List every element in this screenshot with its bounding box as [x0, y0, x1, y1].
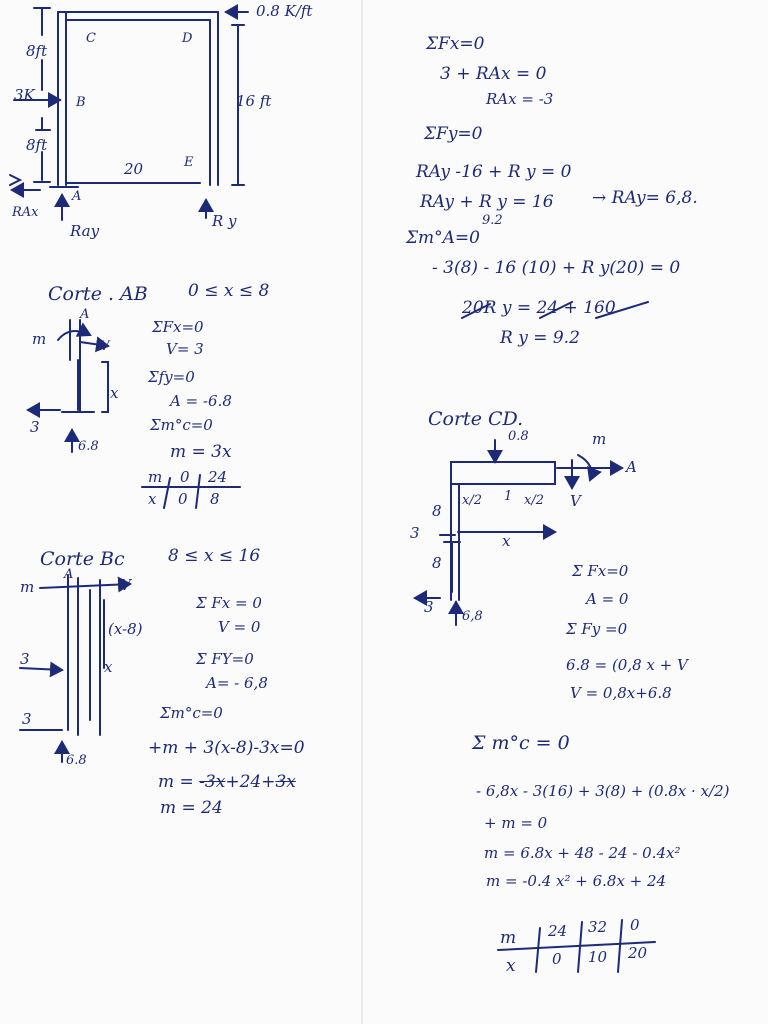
- load-label: 0.8 K/ft: [256, 2, 313, 20]
- cut-ab-eq2: V= 3: [166, 340, 204, 358]
- span-height-label: 16 ft: [236, 92, 272, 110]
- cut-cd-eq1: Σ Fx=0: [572, 562, 629, 580]
- cut-bc-eq7-mid: +24+: [225, 772, 276, 792]
- cut-ab-range: 0 ≤ x ≤ 8: [188, 281, 270, 301]
- cut-cd-table-m: m: [500, 928, 517, 948]
- cut-cd-title: Corte CD.: [428, 408, 524, 430]
- cut-ab-title: Corte . AB: [48, 283, 148, 305]
- cut-cd-table-xv2: 10: [588, 948, 608, 966]
- cut-cd-load: 0.8: [508, 429, 529, 444]
- height-label-1: 8ft: [26, 42, 48, 60]
- height-label-2: 8ft: [26, 136, 48, 154]
- rax-label: RAx: [12, 205, 39, 220]
- cut-cd-table-mv1: 24: [548, 922, 568, 940]
- cut-cd-8b: 8: [432, 554, 442, 572]
- cut-cd-x: x: [502, 532, 511, 550]
- cut-ab-x: x: [110, 384, 119, 402]
- cut-ab-v: V: [100, 339, 110, 354]
- cut-bc-dim: (x-8): [108, 620, 143, 638]
- cut-cd-half2: x/2: [524, 493, 544, 508]
- node-a-label: A: [72, 189, 82, 204]
- cut-bc-eq7: [158, 774, 296, 791]
- cut-bc-eq1: Σ Fx = 0: [196, 594, 262, 612]
- cut-bc-eq7-prefix: m =: [158, 772, 200, 792]
- cut-cd-table-mv3: 0: [630, 916, 640, 934]
- cut-cd-8a: 8: [432, 502, 442, 520]
- eq-fy: ΣFy=0: [424, 124, 483, 144]
- cut-cd-eq10: m = -0.4 x² + 6.8x + 24: [486, 872, 667, 890]
- eq-ma3-ry: R y =: [483, 298, 537, 318]
- cut-ab-eq4: A = -6.8: [170, 392, 232, 410]
- cut-bc-a: A: [64, 567, 74, 582]
- cut-ab-table-mv2: 24: [208, 468, 228, 486]
- cut-ab-eq3: Σfy=0: [148, 368, 195, 386]
- cut-ab-table-x: x: [148, 490, 157, 508]
- cut-bc-eq7-strike1: -3x: [199, 772, 226, 792]
- cut-bc-reaction: 6.8: [66, 753, 87, 768]
- eq-ma: Σm°A=0: [406, 228, 480, 248]
- ray-label: Ray: [70, 222, 100, 240]
- cut-cd-v: V: [570, 492, 581, 510]
- cut-ab-table-xv1: 0: [178, 490, 188, 508]
- eq-ma2: - 3(8) - 16 (10) + R y(20) = 0: [432, 258, 681, 278]
- ry-label: R y: [212, 212, 237, 230]
- cut-ab-table-xv2: 8: [210, 490, 220, 508]
- cut-bc-eq2: V = 0: [218, 618, 261, 636]
- eq-fy3-result: → RAy= 6,8.: [592, 188, 698, 208]
- cut-cd-table-xv3: 20: [628, 944, 648, 962]
- cut-cd-eq8: + m = 0: [484, 814, 548, 832]
- eq-ma3-coef: 20: [462, 298, 484, 318]
- cut-ab-a: A: [80, 307, 90, 322]
- eq-fy3-sub: 9.2: [482, 213, 503, 228]
- cut-cd-a: A: [626, 458, 637, 476]
- cut-cd-eq2: A = 0: [586, 590, 629, 608]
- cut-bc-load-a: 3: [20, 650, 30, 668]
- cut-ab-table-m: m: [148, 468, 163, 486]
- eq-ma3-plus: +: [558, 298, 584, 318]
- span-label: 20: [124, 160, 144, 178]
- cut-cd-table-x: x: [506, 956, 516, 976]
- cut-bc-eq7-strike2: 3x: [275, 772, 296, 792]
- cut-bc-range: 8 ≤ x ≤ 16: [168, 546, 261, 566]
- cut-ab-m: m: [32, 330, 47, 348]
- eq-ma3-v2: 160: [583, 298, 616, 318]
- cut-cd-reaction: 6,8: [462, 609, 483, 624]
- cut-bc-v: V: [120, 576, 131, 594]
- cut-ab-table-mv1: 0: [180, 468, 190, 486]
- cut-cd-half: x/2: [462, 493, 482, 508]
- eq-fx: ΣFx=0: [426, 34, 485, 54]
- cut-bc-eq8: m = 24: [160, 798, 223, 818]
- cut-ab-eq1: ΣFx=0: [152, 318, 204, 336]
- cut-cd-eq7: - 6,8x - 3(16) + 3(8) + (0.8x · x/2): [476, 782, 730, 800]
- cut-cd-table-mv2: 32: [588, 918, 608, 936]
- cut-bc-eq5: Σm°c=0: [160, 704, 223, 722]
- eq-ma3-v1: 24: [536, 298, 559, 318]
- eq-fy2: RAy -16 + R y = 0: [416, 162, 572, 182]
- cut-ab-eq6: m = 3x: [170, 442, 232, 462]
- cut-bc-title: Corte Bc: [40, 548, 125, 570]
- eq-fx2: 3 + RAx = 0: [440, 64, 547, 84]
- cut-cd-eq9: m = 6.8x + 48 - 24 - 0.4x²: [484, 844, 681, 862]
- cut-cd-eq6: Σ m°c = 0: [472, 732, 570, 754]
- node-c-label: C: [86, 31, 96, 46]
- cut-cd-3b: 3: [424, 598, 434, 616]
- cut-bc-eq6: +m + 3(x-8)-3x=0: [148, 738, 305, 758]
- cut-ab-reaction: 6.8: [78, 439, 99, 454]
- cut-cd-3a: 3: [410, 524, 420, 542]
- node-e-label: E: [184, 155, 194, 170]
- cut-bc-diagram: [20, 575, 130, 762]
- frame-diagram: [10, 8, 248, 220]
- cut-bc-load-b: 3: [22, 710, 32, 728]
- cut-bc-eq3: Σ FY=0: [196, 650, 254, 668]
- cut-bc-x: x: [104, 658, 113, 676]
- force-label: 3K: [14, 86, 35, 104]
- eq-ma3: [462, 300, 616, 317]
- cut-cd-table-xv1: 0: [552, 950, 562, 968]
- cut-cd-one: 1: [504, 489, 513, 504]
- cut-cd-eq4: 6.8 = (0,8 x + V: [566, 656, 688, 674]
- node-b-label: B: [76, 95, 86, 110]
- cut-ab-load: 3: [30, 418, 40, 436]
- eq-ma4: R y = 9.2: [500, 328, 580, 348]
- cut-bc-m: m: [20, 578, 35, 596]
- node-d-label: D: [182, 31, 193, 46]
- eq-fy3: RAy + R y = 16: [420, 192, 554, 212]
- cut-ab-eq5: Σm°c=0: [150, 416, 213, 434]
- cut-cd-eq5: V = 0,8x+6.8: [570, 684, 672, 702]
- cut-cd-m: m: [592, 430, 607, 448]
- eq-fx3: RAx = -3: [486, 90, 554, 108]
- cut-bc-eq4: A= - 6,8: [206, 674, 268, 692]
- cut-cd-eq3: Σ Fy =0: [566, 620, 628, 638]
